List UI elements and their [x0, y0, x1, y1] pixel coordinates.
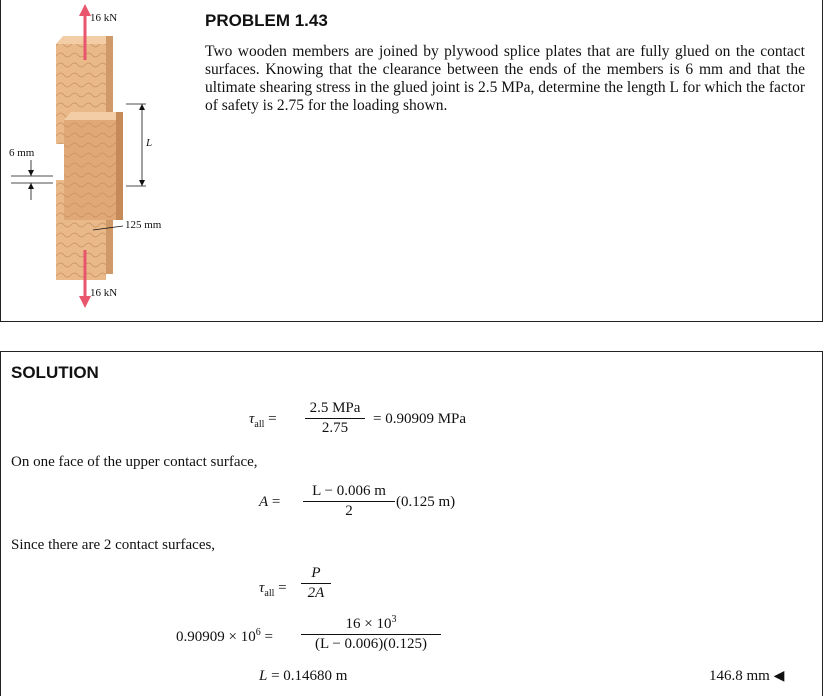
length-label: L — [146, 137, 153, 149]
problem-panel — [0, 0, 823, 322]
answer-marker-icon: ◀ — [773, 669, 785, 684]
solution-text-1: On one face of the upper contact surface, — [11, 454, 258, 470]
eq2-lhs: A = — [259, 494, 281, 510]
bottom-load-label: 16 kN — [90, 287, 118, 299]
eq1-rhs: = 0.90909 MPa — [373, 411, 467, 427]
eq2-fraction: L − 0.006 m 2 — [303, 483, 395, 520]
eq1-lhs: $\tau_{all}$ = — [249, 411, 277, 430]
eq3-lhs: $\tau_{all}$ = — [259, 580, 287, 599]
problem-statement: Two wooden members are joined by plywood splice plates that are fully glued on the contact surfaces. Knowing that the clearance between the ends of the members is 6 mm and that the ultimate shearing stress in the glued joint is 2.5 MPa, determine the length L for which the factor of safety is 2.75 for the loading shown. — [205, 43, 805, 114]
problem-title: PROBLEM 1.43 — [205, 11, 328, 30]
solution-text-2: Since there are 2 contact surfaces, — [11, 537, 216, 553]
eq4-lhs: $0.90909 \times 10^6$ = — [176, 627, 273, 645]
eq3-fraction: P 2A — [301, 565, 331, 602]
width-label: 125 mm — [125, 219, 162, 231]
solution-title: SOLUTION — [11, 363, 99, 382]
eq2-rhs: (0.125 m) — [396, 494, 456, 510]
splice-joint-figure — [1, 0, 201, 322]
gap-label: 6 mm — [9, 147, 35, 159]
eq4-fraction: $16 \times 10^3$ (L − 0.006)(0.125) — [301, 614, 441, 653]
eq1-fraction: 2.5 MPa 2.75 — [305, 400, 365, 437]
eq5: L = 0.14680 m — [259, 668, 348, 684]
final-answer: 146.8 mm ◀ — [709, 668, 785, 684]
solution-panel — [0, 351, 823, 696]
top-load-label: 16 kN — [90, 12, 118, 24]
